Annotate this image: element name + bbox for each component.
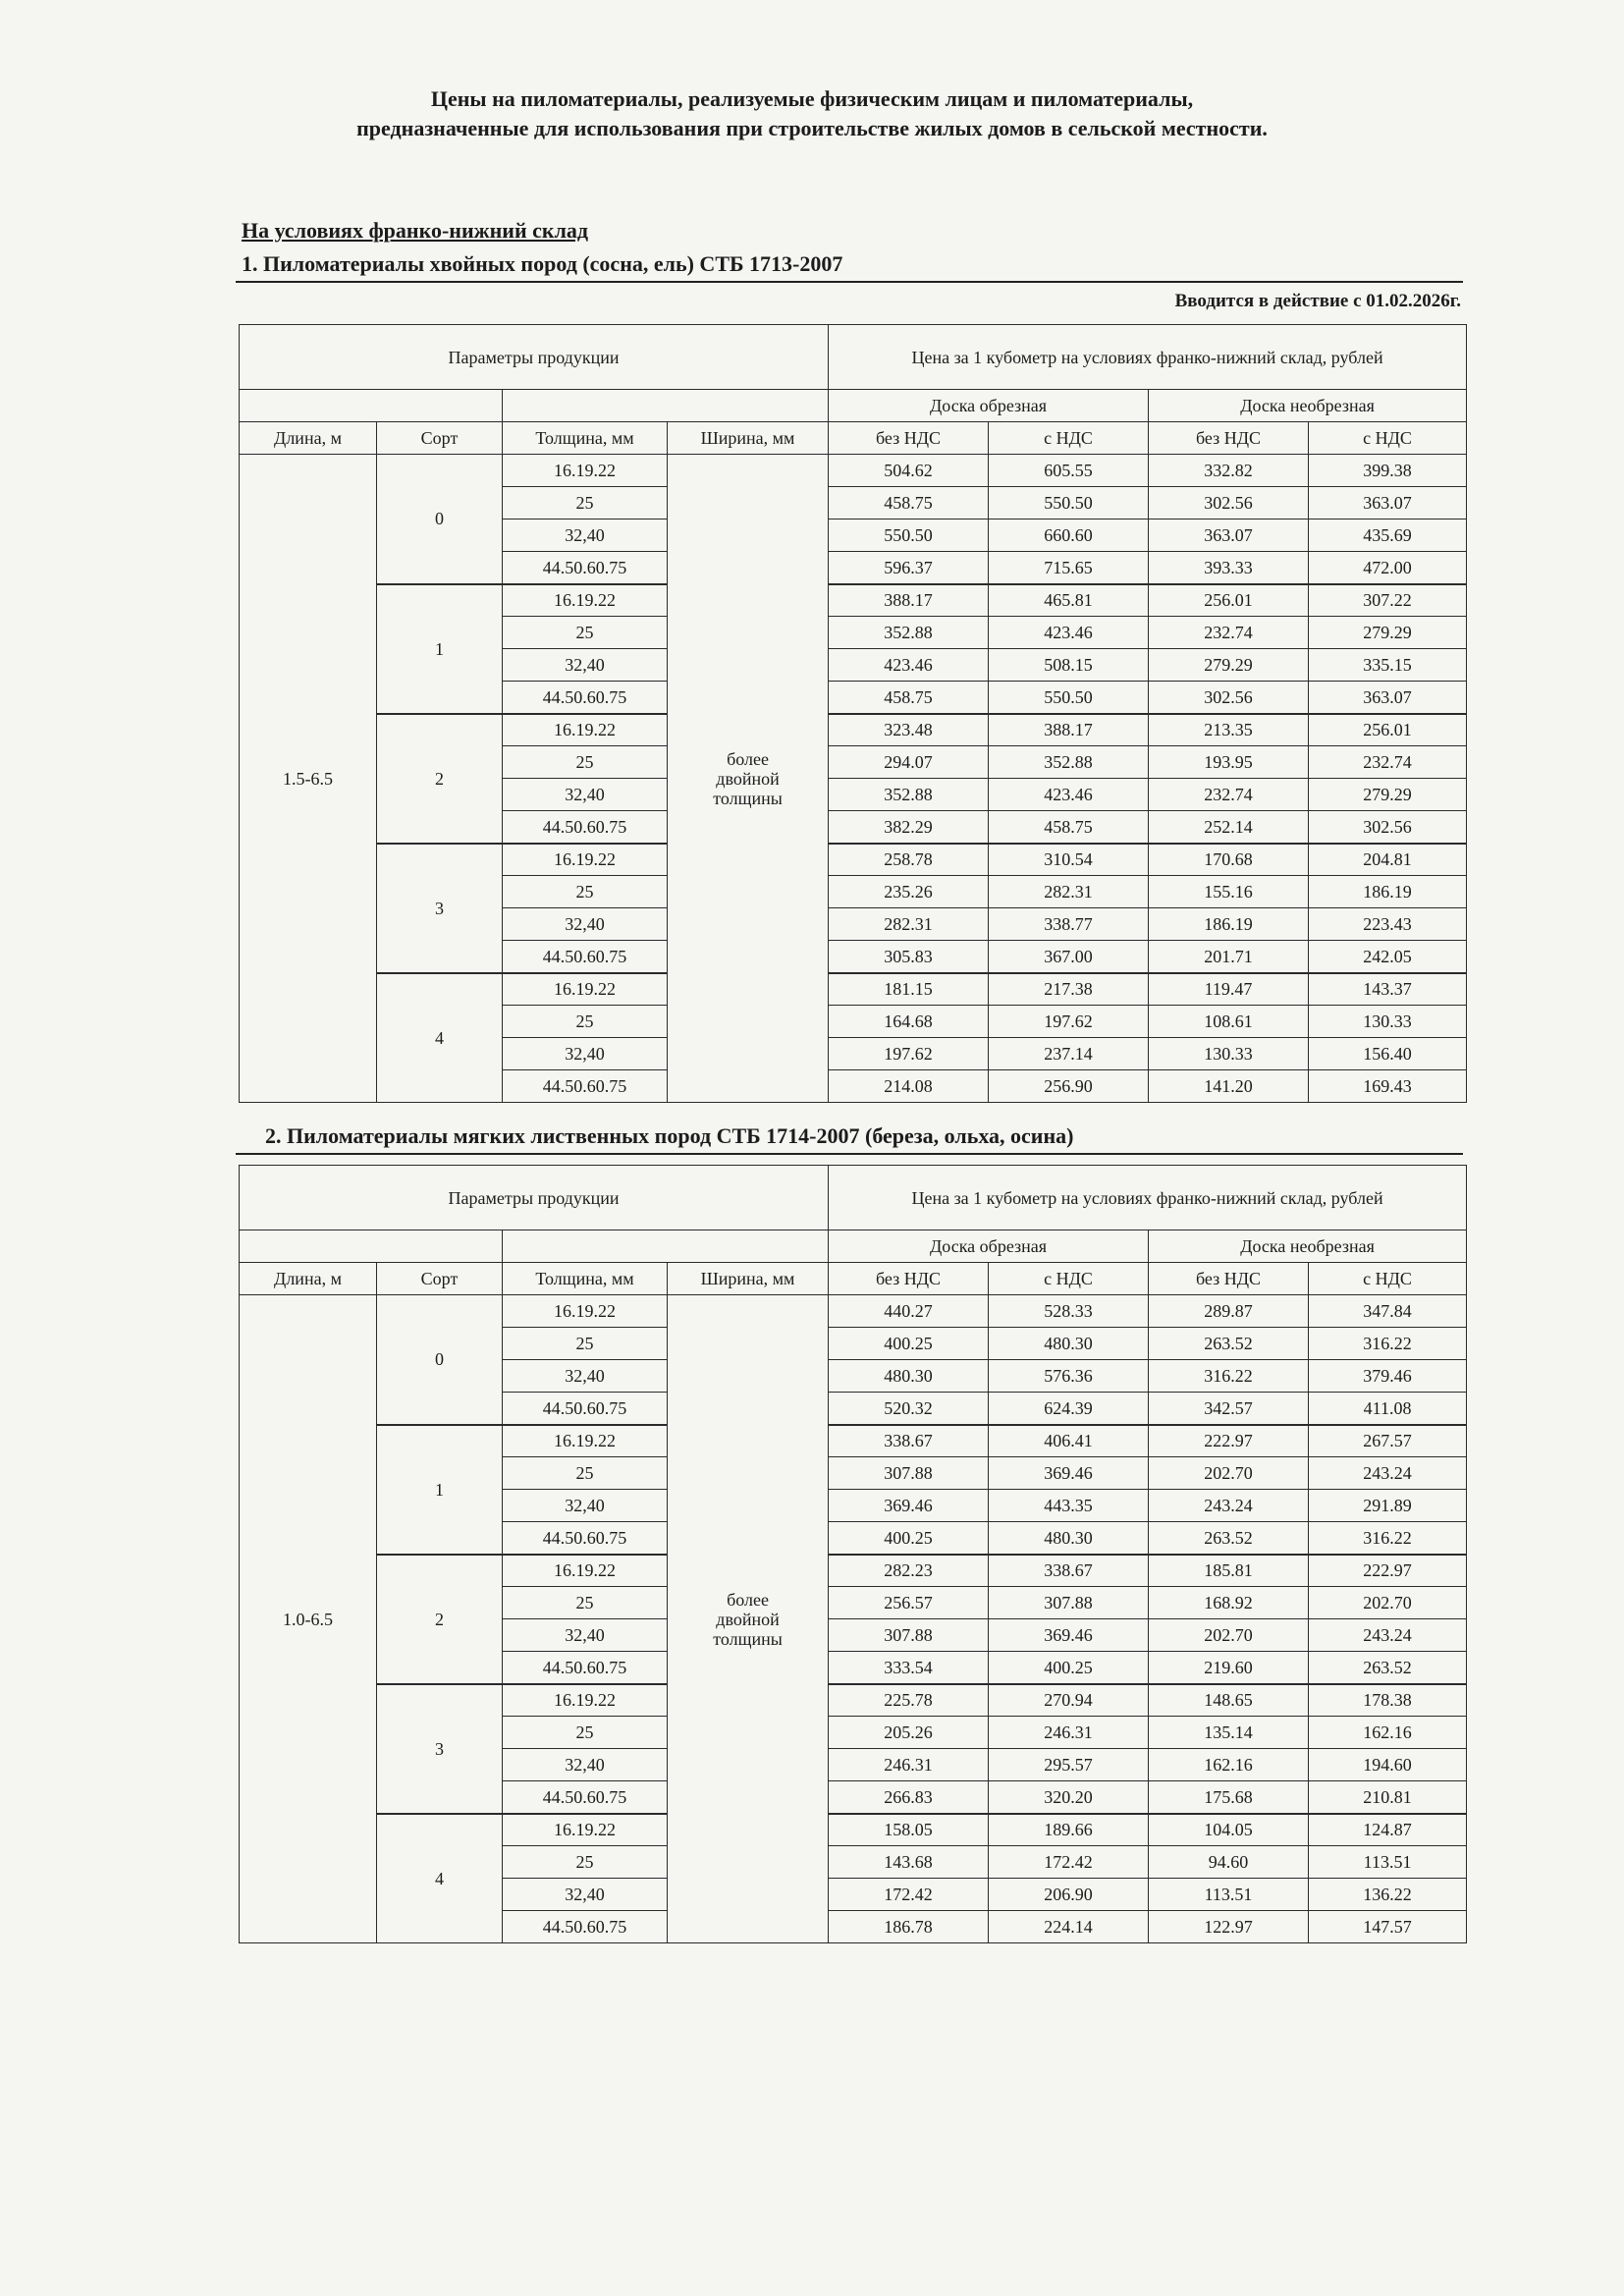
price-cell: 202.70 [1149,1457,1309,1490]
title-line-2: предназначенные для использования при строительстве жилых домов в сельской местности. [356,116,1268,140]
thickness-cell: 25 [503,1006,668,1038]
thickness-cell: 25 [503,876,668,908]
price-cell: 435.69 [1309,519,1467,552]
price-cell: 202.70 [1309,1587,1467,1619]
edged-no-vat-header: без НДС [829,1263,989,1295]
price-cell: 204.81 [1309,844,1467,876]
unedged-with-vat-header: с НДС [1309,1263,1467,1295]
price-cell: 156.40 [1309,1038,1467,1070]
table-row [240,1684,1467,1717]
price-cell: 206.90 [989,1879,1149,1911]
thickness-cell: 32,40 [503,1879,668,1911]
price-cell: 307.88 [829,1457,989,1490]
price-cell: 186.19 [1309,876,1467,908]
price-cell: 388.17 [829,584,989,617]
price-cell: 338.67 [989,1555,1149,1587]
price-cell: 399.38 [1309,455,1467,487]
price-cell: 252.14 [1149,811,1309,844]
price-cell: 316.22 [1309,1522,1467,1555]
price-cell: 210.81 [1309,1781,1467,1814]
price-cell: 520.32 [829,1393,989,1425]
price-cell: 369.46 [989,1619,1149,1652]
price-cell: 104.05 [1149,1814,1309,1846]
price-cell: 130.33 [1309,1006,1467,1038]
section-2-title: 2. Пиломатериалы мягких лиственных пород СТБ 1714-2007 (береза, ольха, осина) [265,1123,1074,1148]
price-cell: 320.20 [989,1781,1149,1814]
price-cell: 170.68 [1149,844,1309,876]
grade-cell: 3 [377,1684,503,1814]
price-cell: 302.56 [1309,811,1467,844]
length-header: Длина, м [240,1263,377,1295]
thickness-cell: 25 [503,487,668,519]
thickness-cell: 32,40 [503,1490,668,1522]
grade-cell: 2 [377,1555,503,1684]
width-cell: более двойной толщины [668,455,829,1103]
price-cell: 480.30 [989,1328,1149,1360]
price-cell: 307.88 [829,1619,989,1652]
price-cell: 458.75 [989,811,1149,844]
price-cell: 202.70 [1149,1619,1309,1652]
price-cell: 624.39 [989,1393,1149,1425]
price-cell: 130.33 [1149,1038,1309,1070]
length-cell: 1.5-6.5 [240,455,377,1103]
thickness-cell: 25 [503,1587,668,1619]
price-cell: 550.50 [989,682,1149,714]
price-cell: 256.01 [1309,714,1467,746]
grade-cell: 4 [377,973,503,1103]
price-cell: 400.25 [829,1522,989,1555]
price-cell: 189.66 [989,1814,1149,1846]
price-cell: 267.57 [1309,1425,1467,1457]
price-cell: 270.94 [989,1684,1149,1717]
price-cell: 223.43 [1309,908,1467,941]
thickness-cell: 44.50.60.75 [503,1911,668,1943]
edged-no-vat-header: без НДС [829,422,989,455]
price-cell: 323.48 [829,714,989,746]
thickness-cell: 44.50.60.75 [503,941,668,973]
price-cell: 266.83 [829,1781,989,1814]
grade-header: Сорт [377,1263,503,1295]
price-cell: 715.65 [989,552,1149,584]
price-cell: 472.00 [1309,552,1467,584]
price-cell: 113.51 [1149,1879,1309,1911]
width-cell: более двойной толщины [668,1295,829,1943]
price-cell: 186.78 [829,1911,989,1943]
price-cell: 124.87 [1309,1814,1467,1846]
price-cell: 440.27 [829,1295,989,1328]
price-cell: 480.30 [829,1360,989,1393]
price-cell: 382.29 [829,811,989,844]
price-cell: 168.92 [1149,1587,1309,1619]
price-cell: 181.15 [829,973,989,1006]
price-cell: 310.54 [989,844,1149,876]
thickness-cell: 16.19.22 [503,1814,668,1846]
price-cell: 246.31 [989,1717,1149,1749]
price-cell: 294.07 [829,746,989,779]
price-cell: 217.38 [989,973,1149,1006]
price-cell: 369.46 [829,1490,989,1522]
length-header: Длина, м [240,422,377,455]
thickness-cell: 44.50.60.75 [503,682,668,714]
edged-with-vat-header: с НДС [989,422,1149,455]
thickness-cell: 32,40 [503,1038,668,1070]
table-row [240,584,1467,617]
params-spacer [503,1230,829,1263]
grade-cell: 3 [377,844,503,973]
price-cell: 143.68 [829,1846,989,1879]
price-cell: 291.89 [1309,1490,1467,1522]
price-cell: 508.15 [989,649,1149,682]
title-line-1: Цены на пиломатериалы, реализуемые физическим лицам и пиломатериалы, [430,86,1194,111]
thickness-cell: 44.50.60.75 [503,1070,668,1103]
price-cell: 135.14 [1149,1717,1309,1749]
thickness-header: Толщина, мм [503,1263,668,1295]
price-cell: 263.52 [1149,1328,1309,1360]
price-cell: 136.22 [1309,1879,1467,1911]
price-cell: 113.51 [1309,1846,1467,1879]
price-cell: 222.97 [1309,1555,1467,1587]
price-cell: 393.33 [1149,552,1309,584]
grade-cell: 0 [377,1295,503,1425]
price-cell: 205.26 [829,1717,989,1749]
price-cell: 347.84 [1309,1295,1467,1328]
thickness-cell: 16.19.22 [503,973,668,1006]
price-cell: 352.88 [829,617,989,649]
price-cell: 458.75 [829,487,989,519]
unedged-with-vat-header: с НДС [1309,422,1467,455]
params-spacer [240,390,503,422]
thickness-cell: 25 [503,1457,668,1490]
price-cell: 162.16 [1149,1749,1309,1781]
price-cell: 363.07 [1309,487,1467,519]
price-cell: 279.29 [1309,617,1467,649]
price-cell: 178.38 [1309,1684,1467,1717]
price-cell: 94.60 [1149,1846,1309,1879]
table-row [240,1555,1467,1587]
price-cell: 423.46 [989,779,1149,811]
price-cell: 528.33 [989,1295,1149,1328]
table-row [240,844,1467,876]
price-cell: 235.26 [829,876,989,908]
thickness-cell: 32,40 [503,519,668,552]
price-cell: 279.29 [1309,779,1467,811]
price-cell: 263.52 [1149,1522,1309,1555]
params-spacer [503,390,829,422]
price-cell: 172.42 [989,1846,1149,1879]
price-cell: 576.36 [989,1360,1149,1393]
thickness-cell: 32,40 [503,1360,668,1393]
price-cell: 279.29 [1149,649,1309,682]
price-cell: 162.16 [1309,1717,1467,1749]
section-2-rule [236,1153,1463,1155]
edged-board-header: Доска обрезная [829,390,1149,422]
price-cell: 263.52 [1309,1652,1467,1684]
price-cell: 596.37 [829,552,989,584]
price-cell: 256.01 [1149,584,1309,617]
price-cell: 660.60 [989,519,1149,552]
price-cell: 232.74 [1149,779,1309,811]
thickness-cell: 16.19.22 [503,1555,668,1587]
thickness-cell: 44.50.60.75 [503,811,668,844]
grade-cell: 4 [377,1814,503,1943]
price-cell: 224.14 [989,1911,1149,1943]
price-cell: 175.68 [1149,1781,1309,1814]
price-cell: 352.88 [989,746,1149,779]
price-cell: 243.24 [1309,1457,1467,1490]
thickness-cell: 25 [503,1846,668,1879]
price-cell: 302.56 [1149,487,1309,519]
table-row [240,973,1467,1006]
price-cell: 305.83 [829,941,989,973]
price-cell: 155.16 [1149,876,1309,908]
price-cell: 246.31 [829,1749,989,1781]
grade-cell: 0 [377,455,503,584]
thickness-cell: 32,40 [503,1619,668,1652]
price-cell: 423.46 [829,649,989,682]
price-cell: 108.61 [1149,1006,1309,1038]
table-row [240,1295,1467,1328]
thickness-cell: 32,40 [503,779,668,811]
price-cell: 222.97 [1149,1425,1309,1457]
price-cell: 193.95 [1149,746,1309,779]
unedged-board-header: Доска необрезная [1149,390,1467,422]
price-cell: 480.30 [989,1522,1149,1555]
price-cell: 550.50 [989,487,1149,519]
price-cell: 201.71 [1149,941,1309,973]
price-cell: 388.17 [989,714,1149,746]
price-cell: 504.62 [829,455,989,487]
width-header: Ширина, мм [668,422,829,455]
document-title [0,84,1624,143]
price-cell: 316.22 [1149,1360,1309,1393]
price-cell: 443.35 [989,1490,1149,1522]
thickness-cell: 44.50.60.75 [503,552,668,584]
price-cell: 172.42 [829,1879,989,1911]
params-header: Параметры продукции [240,325,829,390]
thickness-cell: 32,40 [503,908,668,941]
price-cell: 122.97 [1149,1911,1309,1943]
price-cell: 243.24 [1149,1490,1309,1522]
price-cell: 406.41 [989,1425,1149,1457]
thickness-cell: 44.50.60.75 [503,1393,668,1425]
price-cell: 363.07 [1309,682,1467,714]
price-cell: 307.22 [1309,584,1467,617]
params-header: Параметры продукции [240,1166,829,1230]
price-cell: 213.35 [1149,714,1309,746]
unedged-board-header: Доска необрезная [1149,1230,1467,1263]
price-cell: 197.62 [989,1006,1149,1038]
thickness-cell: 16.19.22 [503,1425,668,1457]
price-cell: 258.78 [829,844,989,876]
table-row [240,1425,1467,1457]
params-spacer [240,1230,503,1263]
unedged-no-vat-header: без НДС [1149,1263,1309,1295]
thickness-cell: 16.19.22 [503,584,668,617]
thickness-cell: 16.19.22 [503,1684,668,1717]
price-cell: 256.57 [829,1587,989,1619]
conditions-heading: На условиях франко-нижний склад [242,218,589,243]
price-cell: 400.25 [829,1328,989,1360]
grade-header: Сорт [377,422,503,455]
price-cell: 141.20 [1149,1070,1309,1103]
effective-date: Вводится в действие с 01.02.2026г. [1174,291,1461,311]
price-cell: 289.87 [1149,1295,1309,1328]
price-cell: 295.57 [989,1749,1149,1781]
price-cell: 147.57 [1309,1911,1467,1943]
edged-board-header: Доска обрезная [829,1230,1149,1263]
price-cell: 302.56 [1149,682,1309,714]
price-cell: 423.46 [989,617,1149,649]
thickness-cell: 25 [503,1328,668,1360]
thickness-cell: 16.19.22 [503,714,668,746]
grade-cell: 1 [377,584,503,714]
thickness-cell: 16.19.22 [503,1295,668,1328]
price-cell: 282.23 [829,1555,989,1587]
price-cell: 282.31 [989,876,1149,908]
section-1-rule [236,281,1463,283]
price-cell: 338.67 [829,1425,989,1457]
price-cell: 605.55 [989,455,1149,487]
price-cell: 316.22 [1309,1328,1467,1360]
price-cell: 465.81 [989,584,1149,617]
price-cell: 400.25 [989,1652,1149,1684]
thickness-cell: 44.50.60.75 [503,1522,668,1555]
price-cell: 237.14 [989,1038,1149,1070]
thickness-cell: 32,40 [503,649,668,682]
price-header: Цена за 1 кубометр на условиях франко-нижний склад, рублей [829,325,1467,390]
price-cell: 333.54 [829,1652,989,1684]
price-cell: 232.74 [1149,617,1309,649]
price-cell: 242.05 [1309,941,1467,973]
price-cell: 194.60 [1309,1749,1467,1781]
price-cell: 219.60 [1149,1652,1309,1684]
thickness-cell: 16.19.22 [503,844,668,876]
price-cell: 214.08 [829,1070,989,1103]
price-cell: 143.37 [1309,973,1467,1006]
price-cell: 335.15 [1309,649,1467,682]
table-row [240,455,1467,487]
price-cell: 342.57 [1149,1393,1309,1425]
edged-with-vat-header: с НДС [989,1263,1149,1295]
unedged-no-vat-header: без НДС [1149,422,1309,455]
price-cell: 164.68 [829,1006,989,1038]
thickness-cell: 25 [503,617,668,649]
price-cell: 256.90 [989,1070,1149,1103]
table-row [240,714,1467,746]
price-cell: 411.08 [1309,1393,1467,1425]
price-cell: 458.75 [829,682,989,714]
thickness-cell: 44.50.60.75 [503,1781,668,1814]
thickness-cell: 25 [503,1717,668,1749]
price-cell: 352.88 [829,779,989,811]
price-cell: 185.81 [1149,1555,1309,1587]
thickness-cell: 25 [503,746,668,779]
price-header: Цена за 1 кубометр на условиях франко-нижний склад, рублей [829,1166,1467,1230]
price-cell: 338.77 [989,908,1149,941]
thickness-header: Толщина, мм [503,422,668,455]
price-cell: 232.74 [1309,746,1467,779]
price-cell: 148.65 [1149,1684,1309,1717]
price-cell: 550.50 [829,519,989,552]
price-cell: 379.46 [1309,1360,1467,1393]
price-cell: 367.00 [989,941,1149,973]
price-cell: 225.78 [829,1684,989,1717]
price-table-1 [239,324,1467,1103]
length-cell: 1.0-6.5 [240,1295,377,1943]
price-cell: 332.82 [1149,455,1309,487]
price-cell: 243.24 [1309,1619,1467,1652]
price-cell: 186.19 [1149,908,1309,941]
price-cell: 119.47 [1149,973,1309,1006]
thickness-cell: 32,40 [503,1749,668,1781]
price-cell: 363.07 [1149,519,1309,552]
thickness-cell: 44.50.60.75 [503,1652,668,1684]
section-1-title: 1. Пиломатериалы хвойных пород (сосна, ель) СТБ 1713-2007 [242,251,843,276]
width-header: Ширина, мм [668,1263,829,1295]
grade-cell: 2 [377,714,503,844]
price-cell: 282.31 [829,908,989,941]
grade-cell: 1 [377,1425,503,1555]
price-cell: 169.43 [1309,1070,1467,1103]
price-cell: 197.62 [829,1038,989,1070]
thickness-cell: 16.19.22 [503,455,668,487]
price-cell: 369.46 [989,1457,1149,1490]
price-cell: 158.05 [829,1814,989,1846]
price-table-2 [239,1165,1467,1943]
price-cell: 307.88 [989,1587,1149,1619]
table-row [240,1814,1467,1846]
